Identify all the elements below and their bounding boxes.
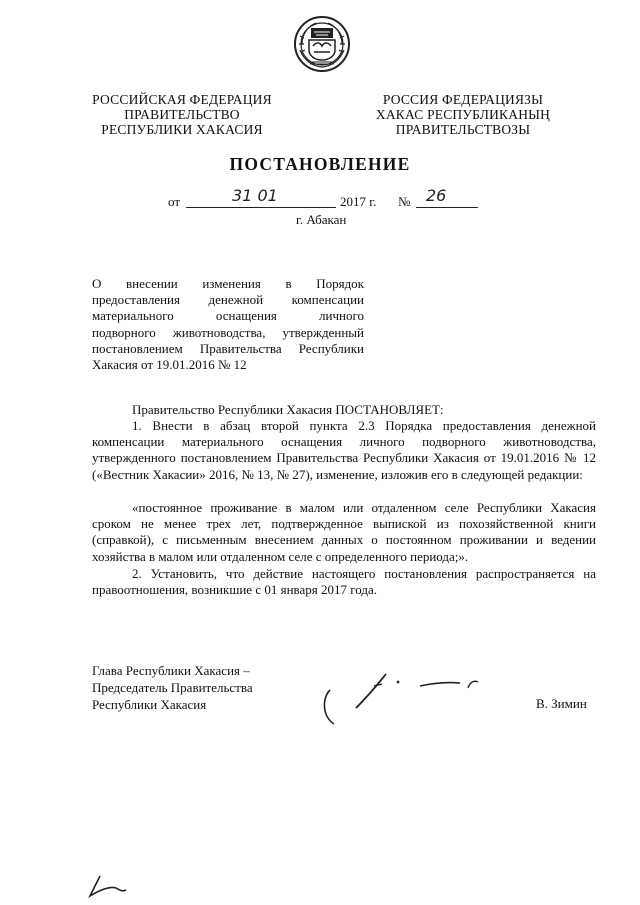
signatory-position-line-1: Глава Республики Хакасия – (92, 663, 250, 678)
number-label: № (398, 194, 411, 209)
header-left-line-1: РОССИЙСКАЯ ФЕДЕРАЦИЯ (92, 92, 272, 107)
signatory-position-line-2: Председатель Правительства (92, 680, 253, 695)
document-title: ПОСТАНОВЛЕНИЕ (229, 154, 411, 174)
subject-line-1: О внесении изменения в Порядок (92, 276, 364, 291)
coat-of-arms-emblem (292, 14, 352, 74)
body-intro: Правительство Республики Хакасия ПОСТАНОВЛЯЕТ: (132, 402, 444, 417)
date-prefix: от (168, 194, 181, 209)
body-item-2: 2. Установить, что действие настоящего постановления распространяется на правоотношения, возникшие с 01 января 2017 года. (92, 566, 596, 598)
header-left-block (82, 92, 282, 137)
header-left-line-2: ПРАВИТЕЛЬСТВО (124, 107, 240, 122)
header-right-block (356, 92, 570, 137)
header-right-line-2: ХАКАС РЕСПУБЛИКАНЫҢ (375, 107, 551, 122)
subject-line-6: Хакасия от 19.01.2016 № 12 (92, 357, 247, 373)
city-label: г. Абакан (296, 212, 347, 227)
subject-line-3: материального оснащения личного (92, 308, 364, 324)
body-quote: «постоянное проживание в малом или отдаленном селе Республики Хакасия сроком не менее трех лет, подтвержденное выпиской из похозяйственной книги (справкой), с письменным внесением данных о постоянном проживании и ведении хозяйства в малом или отдаленном селе с определенного периода;». (92, 500, 596, 564)
signatory-position (92, 662, 253, 713)
handwritten-date: 31 01 (232, 186, 278, 205)
year-label: 2017 г. (340, 194, 377, 209)
header-right-line-1: РОССИЯ ФЕДЕРАЦИЯЗЫ (382, 92, 544, 107)
handwritten-number: 26 (426, 186, 447, 205)
header-left-line-3: РЕСПУБЛИКИ ХАКАСИЯ (101, 122, 263, 137)
body-item-1: 1. Внести в абзац второй пункта 2.3 Порядка предоставления денежной компенсации материального оснащения личного подворного животноводства, утвержденного постановлением Правительства Республики Хакасия от 19.01.2016 № 12 («Вестник Хакасии» 2016, № 13, № 27), изменение, изложив его в следующей редакции: (92, 418, 596, 482)
signatory-position-line-3: Республики Хакасия (92, 697, 207, 712)
handwritten-signature (316, 668, 486, 732)
subject-line-5: постановлением Правительства Республики (92, 340, 364, 356)
signatory-name: В. Зимин (536, 696, 587, 711)
subject-block (92, 276, 364, 373)
header-right-line-3: ПРАВИТЕЛЬСТВОЗЫ (395, 122, 531, 137)
subject-line-2: предоставления денежной компенсации (92, 292, 364, 308)
initials-mark (86, 872, 130, 900)
subject-line-4: подворного животноводства, утвержденный (92, 324, 364, 340)
